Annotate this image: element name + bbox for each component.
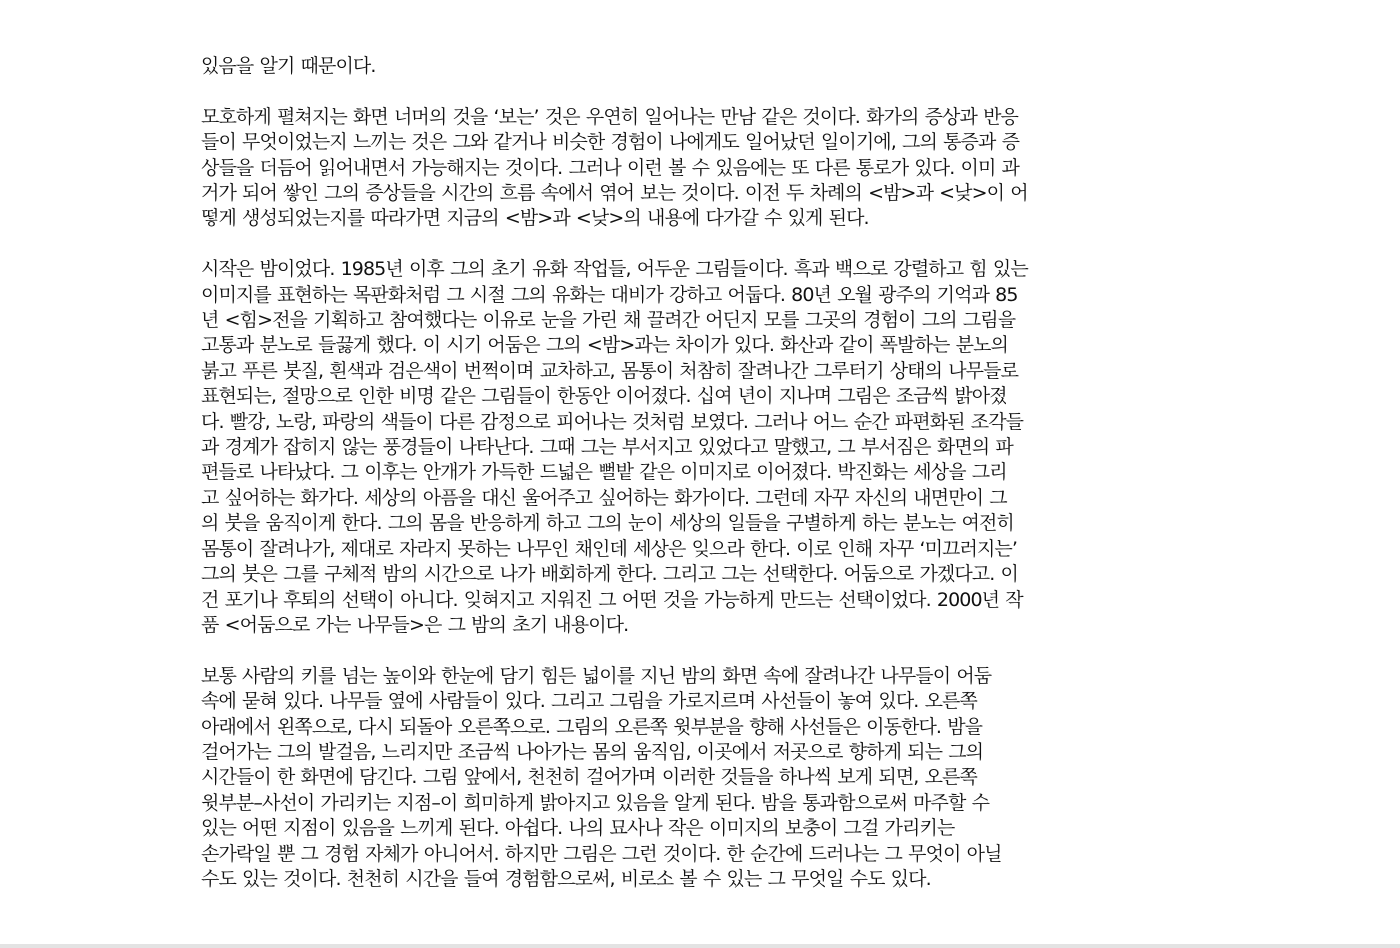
text-line: 보통 사람의 키를 넘는 높이와 한눈에 담기 힘든 넓이를 지닌 밤의 화면 속에 잘려나간 나무들이 어둠 (201, 664, 992, 687)
paragraph-4 (201, 664, 1201, 893)
text-line: 윗부분–사선이 가리키는 지점–이 희미하게 밝아지고 있음을 알게 된다. 밤을 통과함으로써 마주할 수 (201, 791, 990, 814)
text-line: 몸통이 잘려나가, 제대로 자라지 못하는 나무인 채인데 세상은 잊으라 한다. 이로 인해 자꾸 ‘미끄러지는’ (201, 537, 1017, 560)
text-line: 다. 빨강, 노랑, 파랑의 색들이 다른 감정으로 피어나는 것처럼 보였다. 그러나 어느 순간 파편화된 조각들 (201, 410, 1024, 433)
text-line: 붉고 푸른 붓질, 흰색과 검은색이 번쩍이며 교차하고, 몸통이 처참히 잘려나간 그루터기 상태의 나무들로 (201, 359, 1019, 382)
paragraph-3 (201, 257, 1201, 638)
text-line: 있는 어떤 지점이 있음을 느끼게 된다. 아쉽다. 나의 묘사나 작은 이미지의 보충이 그걸 가리키는 (201, 817, 955, 840)
text-line: 걸어가는 그의 발걸음, 느리지만 조금씩 나아가는 몸의 움직임, 이곳에서 저곳으로 향하게 되는 그의 (201, 740, 984, 763)
text-line: 모호하게 펼쳐지는 화면 너머의 것을 ‘보는’ 것은 우연히 일어나는 만남 같은 것이다. 화가의 증상과 반응 (201, 105, 1018, 128)
text-line: 시작은 밤이었다. 1985년 이후 그의 초기 유화 작업들, 어두운 그림들이다. 흑과 백으로 강렬하고 힘 있는 (201, 258, 1028, 281)
document-body (201, 54, 1201, 918)
text-line: 있음을 알기 때문이다. (201, 55, 376, 77)
text-line: 고 싶어하는 화가다. 세상의 아픔을 대신 울어주고 싶어하는 화가이다. 그런데 자꾸 자신의 내면만이 그 (201, 486, 1007, 509)
text-line: 수도 있는 것이다. 천천히 시간을 들여 경험함으로써, 비로소 볼 수 있는 그 무엇일 수도 있다. (201, 867, 931, 890)
text-line: 과 경계가 잡히지 않는 풍경들이 나타난다. 그때 그는 부서지고 있었다고 말했고, 그 부서짐은 화면의 파 (201, 436, 1013, 459)
text-line: 속에 묻혀 있다. 나무들 옆에 사람들이 있다. 그리고 그림을 가로지르며 사선들이 놓여 있다. 오른쪽 (201, 690, 977, 713)
text-line: 품 <어둠으로 가는 나무들>은 그 밤의 초기 내용이다. (201, 613, 629, 636)
text-line: 상들을 더듬어 읽어내면서 가능해지는 것이다. 그러나 이런 볼 수 있음에는 또 다른 통로가 있다. 이미 과 (201, 156, 1019, 179)
text-line: 고통과 분노로 들끓게 했다. 이 시기 어둠은 그의 <밤>과는 차이가 있다. 화산과 같이 폭발하는 분노의 (201, 334, 1008, 357)
paragraph-2 (201, 105, 1201, 232)
text-line: 거가 되어 쌓인 그의 증상들을 시간의 흐름 속에서 엮어 보는 것이다. 이전 두 차례의 <밤>과 <낮>이 어 (201, 182, 1028, 205)
text-line: 의 붓을 움직이게 한다. 그의 몸을 반응하게 하고 그의 눈이 세상의 일들을 구별하게 하는 분노는 여전히 (201, 512, 1014, 535)
text-line: 시간들이 한 화면에 담긴다. 그림 앞에서, 천천히 걸어가며 이러한 것들을 하나씩 보게 되면, 오른쪽 (201, 766, 977, 789)
text-line: 아래에서 왼쪽으로, 다시 되돌아 오른쪽으로. 그림의 오른쪽 윗부분을 향해 사선들은 이동한다. 밤을 (201, 715, 983, 738)
text-line: 손가락일 뿐 그 경험 자체가 아니어서. 하지만 그림은 그런 것이다. 한 순간에 드러나는 그 무엇이 아닐 (201, 842, 1002, 865)
text-line: 떻게 생성되었는지를 따라가면 지금의 <밤>과 <낮>의 내용에 다가갈 수 있게 된다. (201, 207, 869, 230)
paragraph-1 (201, 54, 1201, 79)
text-line: 그의 붓은 그를 구체적 밤의 시간으로 나가 배회하게 한다. 그리고 그는 선택한다. 어둠으로 가겠다고. 이 (201, 563, 1018, 586)
text-line: 표현되는, 절망으로 인한 비명 같은 그림들이 한동안 이어졌다. 십여 년이 지나며 그림은 조금씩 밝아졌 (201, 385, 1007, 408)
text-line: 들이 무엇이었는지 느끼는 것은 그와 같거나 비슷한 경험이 나에게도 일어났던 일이기에, 그의 통증과 증 (201, 131, 1020, 154)
text-line: 편들로 나타났다. 그 이후는 안개가 가득한 드넓은 뻘밭 같은 이미지로 이어졌다. 박진화는 세상을 그리 (201, 461, 1007, 484)
page-bottom-divider (0, 944, 1400, 948)
text-line: 이미지를 표현하는 목판화처럼 그 시절 그의 유화는 대비가 강하고 어둡다. 80년 오월 광주의 기억과 85 (201, 283, 1018, 306)
text-line: 년 <힘>전을 기획하고 참여했다는 이유로 눈을 가린 채 끌려간 어딘지 모를 그곳의 경험이 그의 그림을 (201, 309, 1016, 332)
text-line: 건 포기나 후퇴의 선택이 아니다. 잊혀지고 지워진 그 어떤 것을 가능하게 만드는 선택이었다. 2000년 작 (201, 588, 1023, 611)
